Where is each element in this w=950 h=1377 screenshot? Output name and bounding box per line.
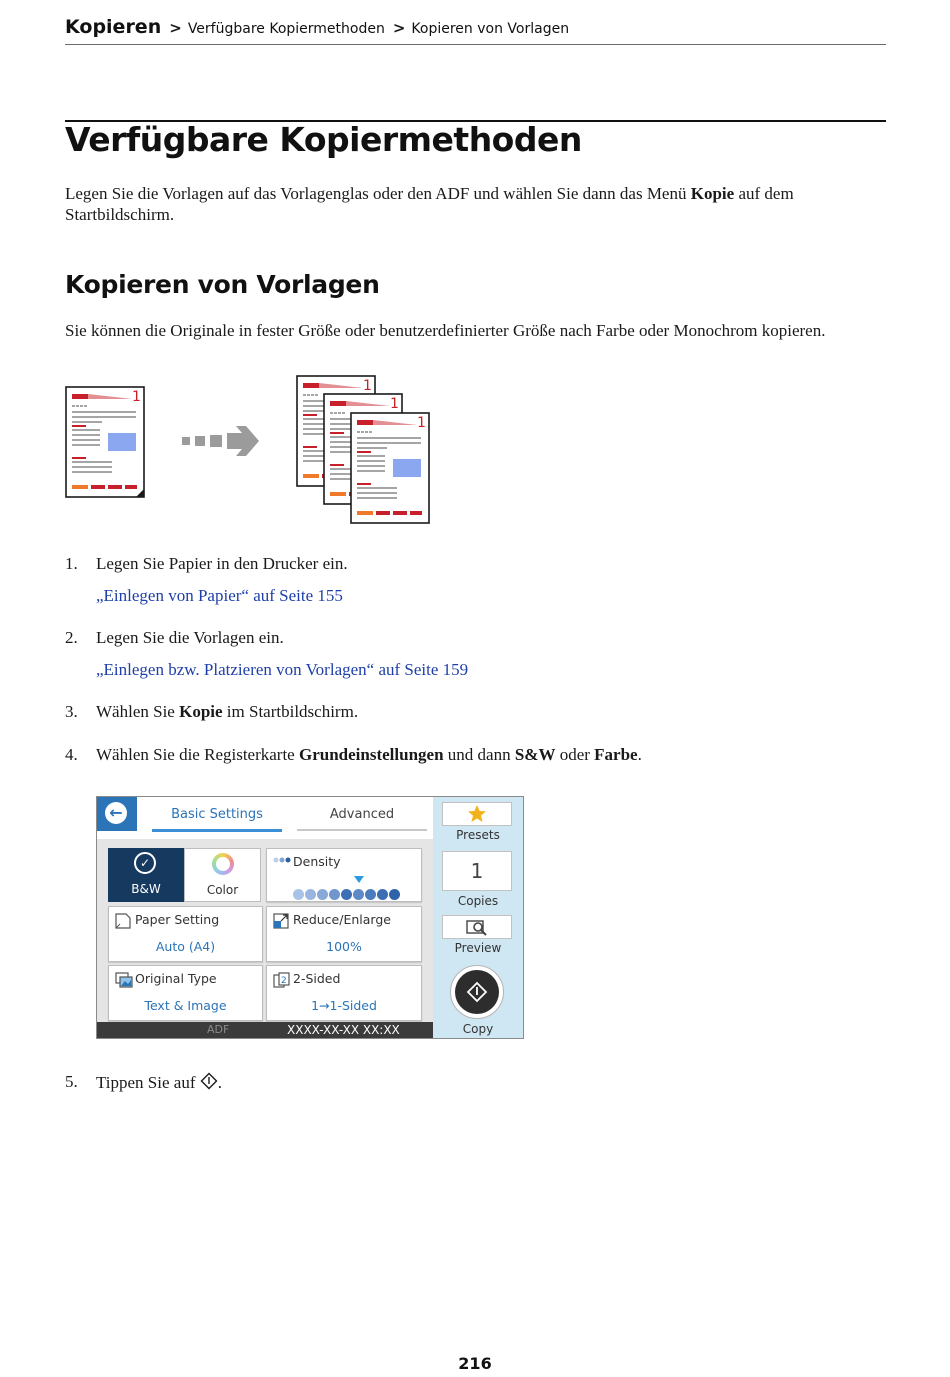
step-text-part: . [637,745,642,764]
step-text-part: Wählen Sie die Registerkarte [96,745,299,764]
step-number: 2. [65,628,78,647]
preview-magnifier-icon [465,918,489,938]
back-button[interactable] [97,797,137,831]
bw-label: B&W [131,882,161,896]
color-label: Color [206,883,239,897]
color-button[interactable] [184,848,261,902]
copies-field[interactable]: 1 [442,851,512,891]
page-title: Verfügbare Kopiermethoden [65,120,582,159]
start-diamond-icon [455,970,499,1014]
density-dot [317,889,328,900]
link-load-paper[interactable]: „Einlegen von Papier“ auf Seite 155 [96,586,343,605]
intro-bold: Kopie [690,184,735,203]
reduce-enlarge-value: 100% [326,939,362,954]
start-diamond-icon [200,1072,218,1090]
intro-paragraph [65,183,855,225]
density-dot [353,889,364,900]
density-dot [329,889,340,900]
reduce-enlarge-tile[interactable] [266,906,422,962]
arrow-icon [182,426,259,456]
step-bold: Grundeinstellungen [298,745,444,764]
step-number: 4. [65,745,78,764]
presets-button[interactable] [442,802,512,826]
density-tile[interactable] [266,848,422,902]
paper-setting-value: Auto (A4) [155,939,216,954]
paper-setting-label: Paper Setting [135,912,220,927]
svg-text:2: 2 [281,976,287,986]
step-text [96,745,642,765]
page-number: 216 [458,1354,492,1373]
page-header [65,12,886,45]
bw-button[interactable] [108,848,184,902]
breadcrumb-item-methods: Verfügbare Kopiermethoden [187,21,385,37]
color-ring-icon [212,853,234,875]
breadcrumb [65,16,569,38]
step-text: Legen Sie die Vorlagen ein. [96,628,284,647]
density-scale [293,885,401,904]
step-number: 3. [65,702,78,721]
step-text-part: Tippen Sie auf [96,1073,200,1092]
tab-inactive-indicator [297,829,427,831]
tab-basic-settings[interactable]: Basic Settings [171,807,263,822]
reduce-enlarge-label: Reduce/Enlarge [293,912,391,927]
density-dots-icon [273,855,293,865]
two-sided-value: 1→1-Sided [311,998,377,1013]
step-bold: Kopie [179,702,223,721]
original-type-label: Original Type [135,971,217,986]
tab-advanced[interactable]: Advanced [329,807,395,822]
star-icon [467,804,487,824]
tab-active-indicator [152,829,282,832]
sheet-page-number: 1 [363,378,372,394]
two-sided-icon [273,972,291,988]
density-dot [305,889,316,900]
start-copy-button[interactable] [450,965,504,1019]
link-place-originals[interactable]: „Einlegen bzw. Platzieren von Vorlagen“ auf Seite 159 [96,660,469,679]
copy-panel-screen [96,796,524,1039]
step-text [96,702,358,722]
density-dot [293,889,304,900]
intro-text: Legen Sie die Vorlagen auf das Vorlagenglas oder den ADF und wählen Sie dann das Menü [65,184,691,203]
breadcrumb-separator: > [169,19,182,37]
original-type-value: Text & Image [144,998,227,1013]
step-text-part: . [217,1073,222,1092]
checkmark-icon: ✓ [134,852,156,874]
density-dot [377,889,388,900]
section-paragraph: Sie können die Originale in fester Größe oder benutzerdefinierter Größe nach Farbe oder Monochrom kopieren. [65,321,826,340]
status-datetime: XXXX-XX-XX XX:XX [287,1023,400,1037]
breadcrumb-separator: > [392,19,406,37]
density-label: Density [293,854,341,869]
step-bold: Farbe [594,745,638,764]
density-dot [341,889,352,900]
breadcrumb-section: Kopieren [65,16,162,38]
sheet-page-number: 1 [390,396,399,412]
copy-label: Copy [462,1022,494,1036]
adf-status: ADF [207,1023,230,1036]
copy-sheet-front [351,413,429,523]
presets-label: Presets [456,828,500,842]
step-number: 5. [65,1072,78,1091]
two-sided-label: 2-Sided [293,971,341,986]
step-number: 1. [65,554,78,573]
section-title: Kopieren von Vorlagen [65,270,380,299]
original-type-icon [115,972,133,988]
reduce-enlarge-icon [273,913,289,929]
step-text-part: im Startbildschirm. [222,702,359,721]
original-type-tile[interactable] [108,965,263,1021]
side-panel [433,797,523,1038]
status-bar [97,1022,433,1038]
two-sided-tile[interactable] [266,965,422,1021]
step-text [96,1072,222,1093]
density-dot [389,889,400,900]
step-text: Legen Sie Papier in den Drucker ein. [96,554,348,573]
density-marker-icon [354,876,364,883]
paper-icon [115,913,131,929]
paper-setting-tile[interactable] [108,906,263,962]
preview-label: Preview [454,941,502,955]
back-arrow-icon: ← [105,802,127,824]
step-text-part: und dann [443,745,515,764]
step-bold: S&W [514,745,556,764]
step-text-part: Wählen Sie [96,702,180,721]
sheet-page-number: 1 [417,415,426,431]
sheet-page-number: 1 [132,389,141,405]
breadcrumb-item-originals: Kopieren von Vorlagen [411,21,570,37]
preview-button[interactable] [442,915,512,939]
original-sheet [66,387,144,497]
intro-text-end: auf dem Startbildschirm. [65,184,794,224]
copy-illustration [62,372,442,532]
density-dot [365,889,376,900]
copies-label: Copies [457,894,499,908]
step-text-part: oder [555,745,595,764]
